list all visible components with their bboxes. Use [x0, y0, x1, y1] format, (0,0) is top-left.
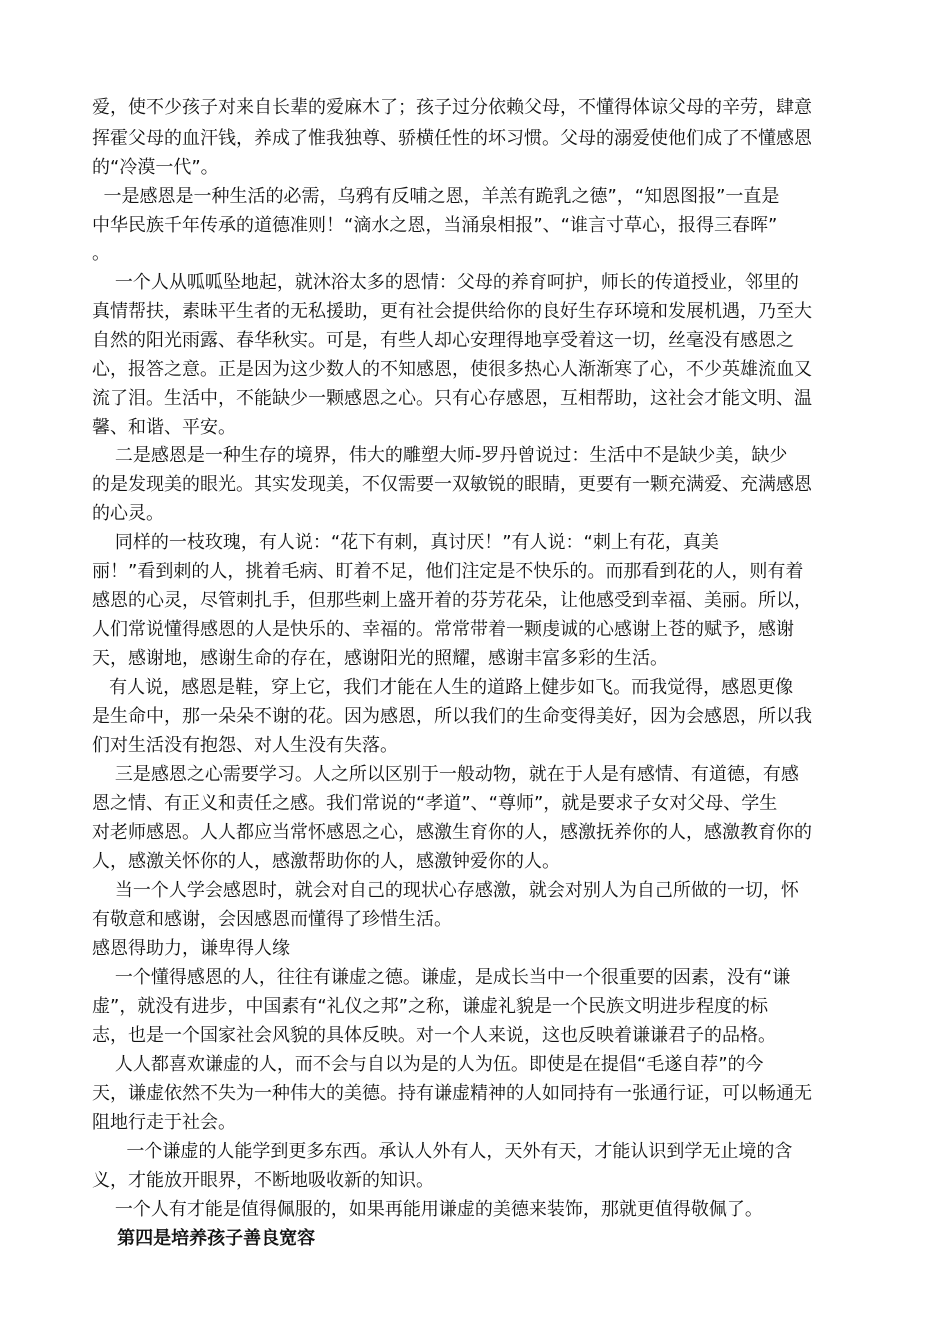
text-line: 是生命中，那一朵朵不谢的花。因为感恩，所以我们的生命变得美好，因为会感恩，所以我 — [92, 706, 812, 727]
text-line: 对老师感恩。人人都应当常怀感恩之心，感激生育你的人，感激抚养你的人，感激教育你的 — [92, 822, 812, 843]
text-line: 虚”，就没有进步，中国素有“礼仪之邦”之称，谦虚礼貌是一个民族文明进步程度的标 — [92, 996, 768, 1017]
text-line: 人，感激关怀你的人，感激帮助你的人，感激钟爱你的人。 — [92, 851, 560, 872]
text-line: 同样的一枝玫瑰，有人说：“花下有刺，真讨厌！”有人说：“刺上有花，真美 — [92, 532, 719, 553]
text-line: 人们常说懂得感恩的人是快乐的、幸福的。常常带着一颗虔诚的心感谢上苍的赋予，感谢 — [92, 619, 794, 640]
text-line: 。 — [92, 243, 110, 264]
text-line: 人人都喜欢谦虚的人，而不会与自以为是的人为伍。即使是在提倡“毛遂自荐”的今 — [92, 1054, 764, 1075]
text-line: 爱，使不少孩子对来自长辈的爱麻木了；孩子过分依赖父母，不懂得体谅父母的辛劳，肆意 — [92, 97, 812, 118]
text-line: 当一个人学会感恩时，就会对自己的现状心存感激，就会对别人为自己所做的一切，怀 — [92, 880, 799, 901]
section-heading: 感恩得助力，谦卑得人缘 — [92, 938, 290, 959]
text-line: 一个懂得感恩的人，往往有谦虚之德。谦虚，是成长当中一个很重要的因素，没有“谦 — [92, 967, 791, 988]
text-line: 一是感恩是一种生活的必需，乌鸦有反哺之恩，羊羔有跪乳之德”，“知恩图报”一直是 — [92, 186, 780, 207]
text-line: 三是感恩之心需要学习。人之所以区别于一般动物，就在于人是有感情、有道德，有感 — [92, 764, 799, 785]
text-line: 义，才能放开眼界，不断地吸收新的知识。 — [92, 1170, 434, 1191]
text-line: 中华民族千年传承的道德准则！“滴水之恩，当涌泉相报”、“谁言寸草心，报得三春晖” — [92, 215, 778, 236]
text-line: 一个人从呱呱坠地起，就沐浴太多的恩情：父母的养育呵护，师长的传道授业，邻里的 — [92, 272, 799, 293]
text-line: 感恩的心灵，尽管刺扎手，但那些刺上盛开着的芬芳花朵，让他感受到幸福、美丽。所以， — [92, 590, 812, 611]
bold-heading: 第四是培养孩子善良宽容 — [92, 1228, 316, 1249]
text-line: 阻地行走于社会。 — [92, 1112, 236, 1133]
text-line: 挥霍父母的血汗钱，养成了惟我独尊、骄横任性的坏习惯。父母的溺爱使他们成了不懂感恩 — [92, 128, 812, 149]
text-line: 馨、和谐、平安。 — [92, 417, 236, 438]
text-line: 有人说，感恩是鞋，穿上它，我们才能在人生的道路上健步如飞。而我觉得，感恩更像 — [92, 677, 794, 698]
text-line: 的“冷漠一代”。 — [92, 157, 219, 178]
text-line: 的心灵。 — [92, 503, 164, 524]
text-line: 天，感谢地，感谢生命的存在，感谢阳光的照耀，感谢丰富多彩的生活。 — [92, 648, 668, 669]
text-line: 一个人有才能是值得佩服的，如果再能用谦虚的美德来装饰，那就更值得敬佩了。 — [92, 1199, 763, 1220]
text-line: 恩之情、有正义和责任之感。我们常说的“孝道”、“尊师”，就是要求子女对父母、学生 — [92, 793, 778, 814]
text-line: 天，谦虚依然不失为一种伟大的美德。持有谦虚精神的人如同持有一张通行证，可以畅通无 — [92, 1083, 812, 1104]
text-line: 志，也是一个国家社会风貌的具体反映。对一个人来说，这也反映着谦谦君子的品格。 — [92, 1025, 776, 1046]
text-line: 一个谦虚的人能学到更多东西。承认人外有人，天外有天，才能认识到学无止境的含 — [92, 1141, 793, 1162]
text-line: 的是发现美的眼光。其实发现美，不仅需要一双敏锐的眼睛，更要有一颗充满爱、充满感恩 — [92, 474, 812, 495]
text-line: 真情帮扶，素昧平生者的无私援助，更有社会提供给你的良好生存环境和发展机遇，乃至大 — [92, 301, 812, 322]
text-line: 有敬意和感谢，会因感恩而懂得了珍惜生活。 — [92, 909, 452, 930]
text-line: 二是感恩是一种生存的境界，伟大的雕塑大师-罗丹曾说过：生活中不是缺少美，缺少 — [92, 445, 788, 466]
text-line: 们对生活没有抱怨、对人生没有失落。 — [92, 735, 398, 756]
text-line: 自然的阳光雨露、春华秋实。可是，有些人却心安理得地享受着这一切，丝毫没有感恩之 — [92, 330, 794, 351]
text-line: 流了泪。生活中，不能缺少一颗感恩之心。只有心存感恩，互相帮助，这社会才能文明、温 — [92, 388, 812, 409]
text-line: 丽！”看到刺的人，挑着毛病、盯着不足，他们注定是不快乐的。而那看到花的人，则有着 — [92, 561, 804, 582]
text-line: 心，报答之意。正是因为这少数人的不知感恩，使很多热心人渐渐寒了心，不少英雄流血又 — [92, 359, 812, 380]
